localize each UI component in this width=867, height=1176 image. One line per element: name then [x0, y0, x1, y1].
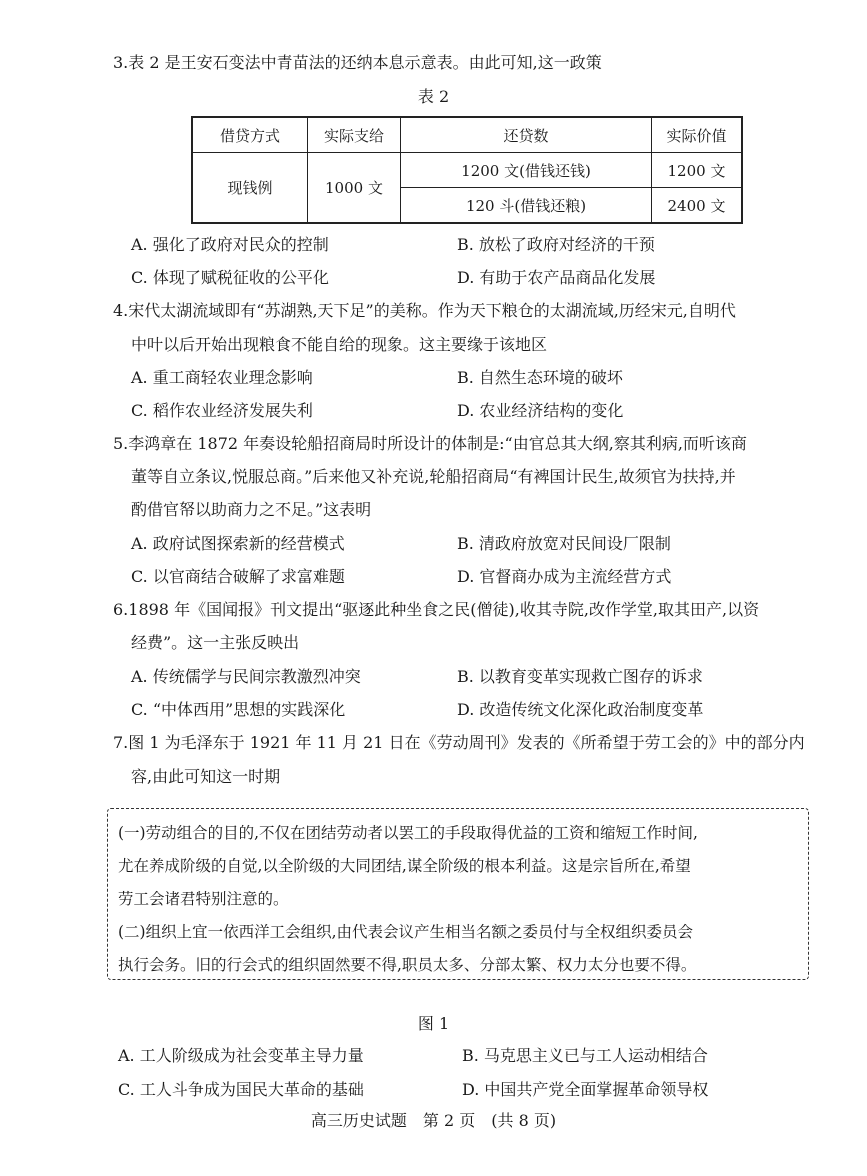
table-header-value: 实际价值: [652, 117, 743, 153]
q5-option-c[interactable]: C. 以官商结合破解了求富难题: [131, 567, 345, 586]
q5-stem-line-3: 酌借官帑以助商力之不足。”这表明: [131, 500, 372, 519]
figure-1-quote-box: [107, 808, 809, 980]
table-cell-repay-2: 120 斗(借钱还粮): [401, 188, 652, 224]
table-title: 表 2: [417, 87, 450, 106]
q3-option-d[interactable]: D. 有助于农产品商品化发展: [457, 268, 656, 287]
q6-option-b[interactable]: B. 以教育变革实现救亡图存的诉求: [457, 667, 703, 686]
q3-stem: 3.表 2 是王安石变法中青苗法的还纳本息示意表。由此可知,这一政策: [113, 53, 602, 72]
q7-option-c[interactable]: C. 工人斗争成为国民大革命的基础: [118, 1080, 364, 1099]
q4-option-a[interactable]: A. 重工商轻农业理念影响: [131, 368, 313, 387]
q3-option-a[interactable]: A. 强化了政府对民众的控制: [131, 235, 329, 254]
q5-stem-line-1: 5.李鸿章在 1872 年奏设轮船招商局时所设计的体制是:“由官总其大纲,察其利病,而听该商: [113, 434, 747, 453]
quote-line: (二)组织上宜一依西洋工会组织,由代表会议产生相当名额之委员付与全权组织委员会: [118, 923, 694, 941]
q3-option-c[interactable]: C. 体现了赋税征收的公平化: [131, 268, 329, 287]
quote-line: 执行会务。旧的行会式的组织固然要不得,职员太多、分部太繁、权力太分也要不得。: [118, 956, 697, 974]
quote-line: 尤在养成阶级的自觉,以全阶级的大同团结,谋全阶级的根本利益。这是宗旨所在,希望: [118, 857, 691, 875]
q6-stem-line-2: 经费”。这一主张反映出: [131, 633, 300, 652]
q4-option-c[interactable]: C. 稻作农业经济发展失利: [131, 401, 313, 420]
q5-option-d[interactable]: D. 官督商办成为主流经营方式: [457, 567, 672, 586]
table-header-given: 实际支给: [308, 117, 401, 153]
q4-stem-line-1: 4.宋代太湖流域即有“苏湖熟,天下足”的美称。作为天下粮仓的太湖流域,历经宋元,自明代: [113, 301, 736, 320]
q7-stem-line-1: 7.图 1 为毛泽东于 1921 年 11 月 21 日在《劳动周刊》发表的《所希望于劳工会的》中的部分内: [113, 733, 805, 752]
q7-option-d[interactable]: D. 中国共产党全面掌握革命领导权: [462, 1080, 709, 1099]
q4-option-d[interactable]: D. 农业经济结构的变化: [457, 401, 624, 420]
table-cell-method: 现钱例: [192, 153, 308, 224]
table-cell-given: 1000 文: [308, 153, 401, 224]
q4-option-b[interactable]: B. 自然生态环境的破坏: [457, 368, 623, 387]
q6-stem-line-1: 6.1898 年《国闻报》刊文提出“驱逐此种坐食之民(僧徒),收其寺院,改作学堂,取其田产,以资: [113, 600, 760, 619]
q3-option-b[interactable]: B. 放松了政府对经济的干预: [457, 235, 655, 254]
quote-line: (一)劳动组合的目的,不仅在团结劳动者以罢工的手段取得优益的工资和缩短工作时间,: [118, 824, 698, 842]
q7-stem-line-2: 容,由此可知这一时期: [131, 767, 281, 786]
table-header-repay: 还贷数: [401, 117, 652, 153]
table-cell-value-1: 1200 文: [652, 153, 743, 188]
q6-option-c[interactable]: C. “中体西用”思想的实践深化: [131, 700, 346, 719]
q5-option-a[interactable]: A. 政府试图探索新的经营模式: [131, 534, 345, 553]
q6-option-d[interactable]: D. 改造传统文化深化政治制度变革: [457, 700, 704, 719]
table-2: [191, 116, 743, 224]
table-cell-repay-1: 1200 文(借钱还钱): [401, 153, 652, 188]
table-cell-value-2: 2400 文: [652, 188, 743, 224]
table-header-method: 借贷方式: [192, 117, 308, 153]
page-footer: 高三历史试题 第 2 页 (共 8 页): [310, 1111, 557, 1130]
q4-stem-line-2: 中叶以后开始出现粮食不能自给的现象。这主要缘于该地区: [131, 335, 548, 354]
q7-option-a[interactable]: A. 工人阶级成为社会变革主导力量: [118, 1046, 364, 1065]
q5-stem-line-2: 董等自立条议,悦服总商。”后来他又补充说,轮船招商局“有裨国计民生,故须官为扶持,并: [131, 467, 736, 486]
quote-line: 劳工会诸君特别注意的。: [118, 890, 289, 908]
q5-option-b[interactable]: B. 清政府放宽对民间设厂限制: [457, 534, 671, 553]
q7-option-b[interactable]: B. 马克思主义已与工人运动相结合: [462, 1046, 708, 1065]
figure-caption: 图 1: [417, 1014, 450, 1033]
q6-option-a[interactable]: A. 传统儒学与民间宗教激烈冲突: [131, 667, 361, 686]
